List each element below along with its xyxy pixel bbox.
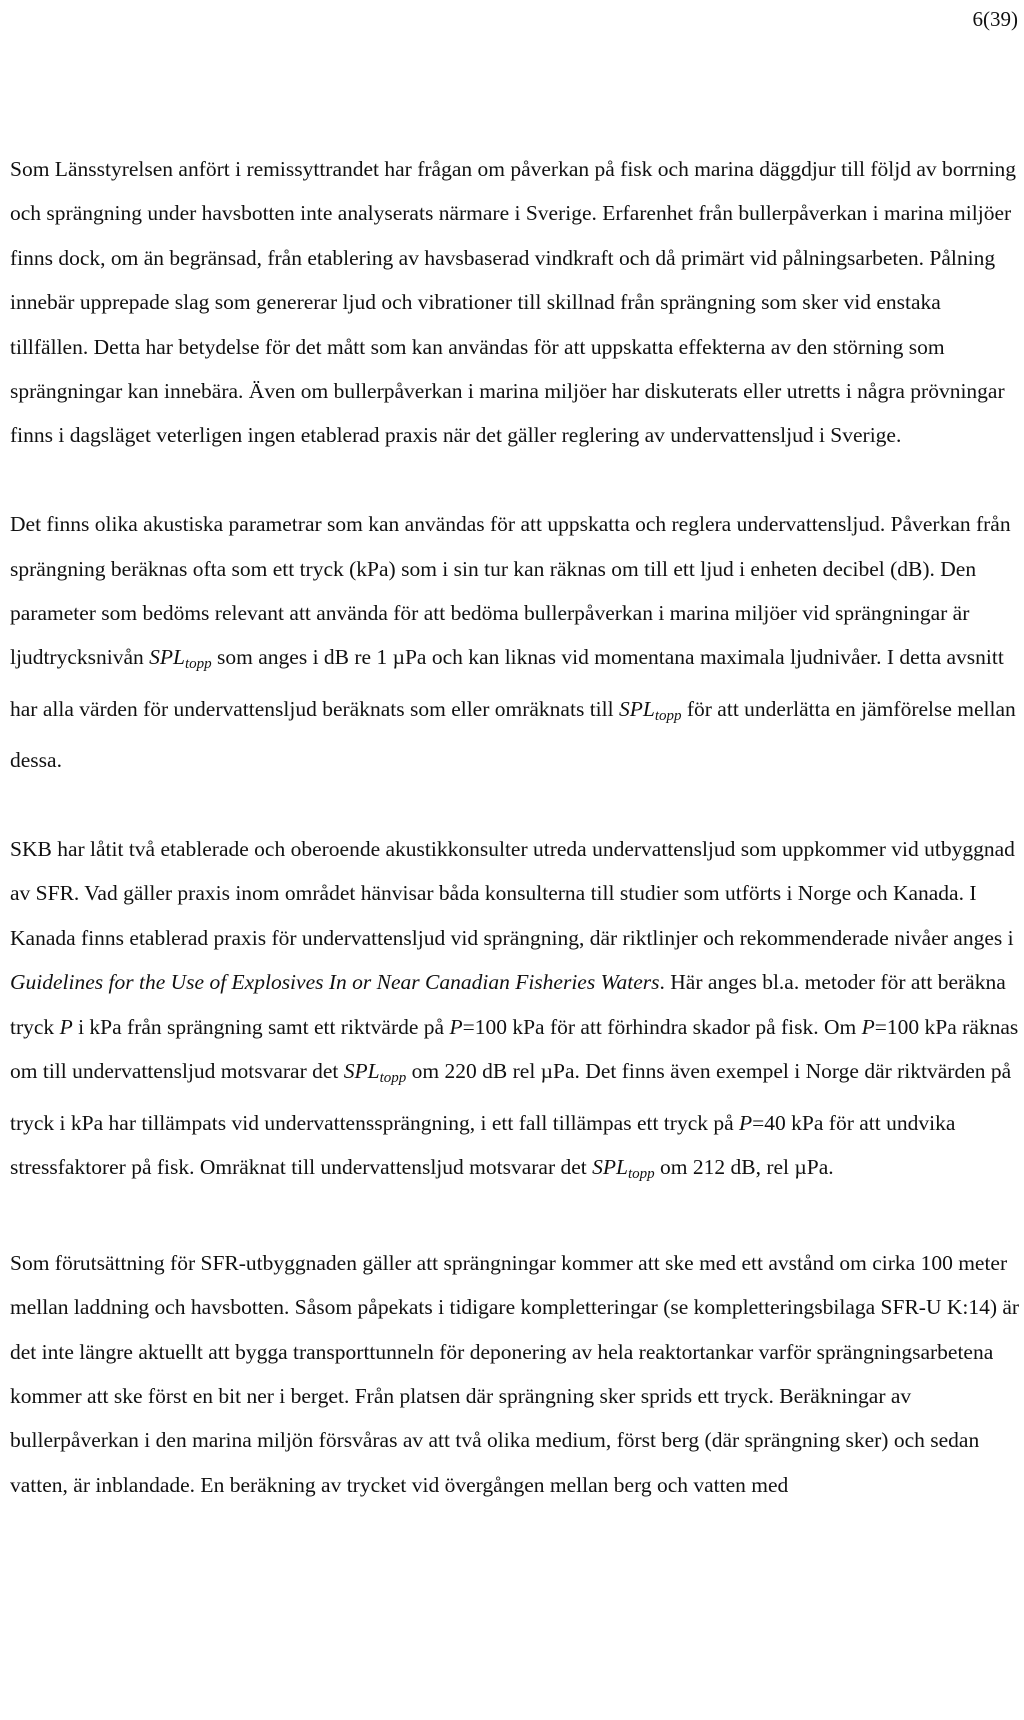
text-run: =40 kPa för att undvika stressfaktorer på fisk. Omräknat till undervattensljud motsvarar det — [10, 1110, 956, 1179]
text-run: Det finns olika akustiska parametrar som kan användas för att uppskatta och reglera undervattensljud. Påverkan från sprängning beräknas ofta som ett tryck (kPa) som i sin tur kan räknas om till ett ljud i enheten decibel (dB). Den parameter som bedöms relevant att använda för att bedöma bullerpåverkan i marina miljöer vid sprängningar är ljudtrycksnivån — [10, 512, 1011, 670]
page-number: 6(39) — [972, 7, 1018, 31]
italic-text: P — [861, 1014, 875, 1039]
paragraph-forutsattning — [10, 1241, 1024, 1507]
paragraph-akustiska-parametrar — [10, 502, 1024, 782]
text-run: för att underlätta en jämförelse mellan dessa. — [10, 696, 1016, 773]
italic-text: SPL — [149, 645, 185, 670]
text-run: =100 kPa för att förhindra skador på fisk. Om — [462, 1014, 862, 1039]
italic-text: P — [739, 1110, 753, 1135]
text-run: i kPa från sprängning samt ett riktvärde på — [72, 1014, 450, 1039]
text-run: =100 kPa räknas om till undervattensljud motsvarar det — [10, 1014, 1019, 1084]
text-run: om 220 dB rel µPa. Det finns även exempel i Norge där riktvärden på tryck i kPa har tillämpats vid undervattenssprängning, i ett fall tillämpas ett tryck på — [10, 1059, 1012, 1135]
italic-text: SPL — [343, 1059, 380, 1084]
italic-text: SPL — [618, 696, 655, 721]
italic-text: SPL — [592, 1154, 628, 1179]
subscript-text: topp — [184, 656, 212, 673]
subscript-text: topp — [627, 1165, 655, 1182]
paragraph-remissyttrande — [10, 147, 1024, 458]
paragraph-akustikkonsulter — [10, 827, 1024, 1196]
text-run: Som förutsättning för SFR-utbyggnaden gäller att sprängningar kommer att ske med ett avstånd om cirka 100 meter mellan laddning och havsbotten. Såsom påpekats i tidigare kompletteringar (se kompletteringsbilaga SFR-U K:14) är det inte längre aktuellt att bygga transporttunneln för deponering av hela reaktortankar varför sprängningsarbetena kommer att ske först en bit ner i berget. Från platsen där sprängning sker sprids ett tryck. Beräkningar av bullerpåverkan i den marina miljön försvåras av att två olika medium, först berg (där sprängning sker) och sedan vatten, är inblandade. En beräkning av trycket vid övergången mellan berg och vatten med — [10, 1250, 1020, 1497]
text-run: som anges i dB re 1 µPa och kan liknas vid momentana maximala ljudnivåer. I detta avsnitt har alla värden för undervattensljud beräknats som eller omräknats till — [10, 645, 1004, 721]
subscript-text: topp — [379, 1070, 407, 1087]
text-run: SKB har låtit två etablerade och oberoende akustikkonsulter utreda undervattensljud som uppkommer vid utbyggnad av SFR. Vad gäller praxis inom området hänvisar båda konsulterna till studier som utförts i Norge och Kanada. I Kanada finns etablerad praxis för undervattensljud vid sprängning, där riktlinjer och rekommenderade nivåer anges i — [10, 837, 1015, 950]
text-run: Som Länsstyrelsen anfört i remissyttrandet har frågan om påverkan på fisk och marina däggdjur till följd av borrning och sprängning under havsbotten inte analyserats närmare i Sverige. Erfarenhet från bullerpåverkan i marina miljöer finns dock, om än begränsad, från etablering av havsbaserad vindkraft och då primärt vid pålningsarbeten. Pålning innebär upprepade slag som genererar ljud och vibrationer till skillnad från sprängning som sker vid enstaka tillfällen. Detta har betydelse för det mått som kan användas för att uppskatta effekterna av den störning som sprängningar kan innebära. Även om bullerpåverkan i marina miljöer har diskuterats eller utretts i några prövningar finns i dagsläget veterligen ingen etablerad praxis när det gäller reglering av undervattensljud i Sverige. — [10, 157, 1017, 448]
italic-text: Guidelines for the Use of Explosives In or Near Canadian Fisheries Waters — [10, 970, 660, 995]
text-run: . Här anges bl.a. metoder för att beräkna tryck — [10, 970, 1006, 1039]
document-body — [10, 147, 1024, 1552]
subscript-text: topp — [654, 707, 682, 724]
italic-text: P — [59, 1014, 73, 1039]
italic-text: P — [449, 1014, 463, 1039]
text-run: om 212 dB, rel µPa. — [654, 1154, 834, 1179]
